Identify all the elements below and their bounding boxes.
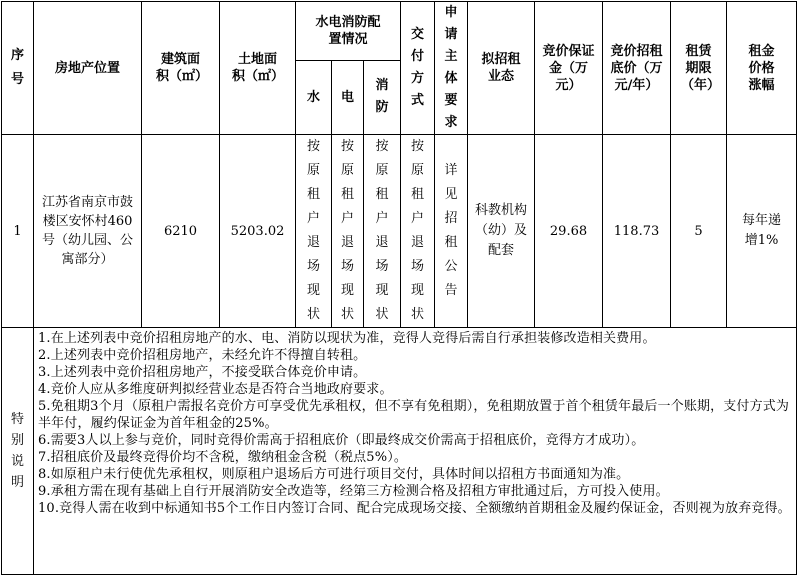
table-row <box>2 135 797 328</box>
header-deposit: 竞价保证金（万元） <box>535 2 603 135</box>
header-lease-term: 租赁期限（年） <box>671 2 727 135</box>
note-item: 5.免租期3个月（原租户需报名竞价方可享受优先承租权，但不享有免租期），免租期放置于首个租赁年最后一个账期，支付方式为半年付，履约保证金为首年租金的25%。 <box>38 399 790 431</box>
note-item: 3.上述列表中竞价招租房地产，不接受联合体竞价申请。 <box>38 365 367 380</box>
cell-floor-price: 118.73 <box>603 135 671 328</box>
cell-lease-term: 5 <box>671 135 727 328</box>
header-build-area: 建筑面积（㎡） <box>142 2 220 135</box>
header-seq: 序号 <box>2 2 34 135</box>
header-floor-price: 竞价招租底价（万元/年） <box>603 2 671 135</box>
note-item: 1.在上述列表中竞价招租房地产的水、电、消防以现状为准，竞得人竞得后需自行承担装修改造相关费用。 <box>38 331 656 346</box>
note-item: 4.竞价人应从多维度研判拟经营业态是否符合当地政府要求。 <box>38 382 393 397</box>
header-electric: 电 <box>332 60 364 134</box>
cell-fire: 按原租户退场现状 <box>364 135 401 328</box>
header-applicant: 申请主体要求 <box>435 2 468 135</box>
header-rent-increase: 租金价格涨幅 <box>727 2 797 135</box>
header-utilities: 水电消防配置情况 <box>296 2 401 61</box>
property-table <box>1 1 797 575</box>
notes-label: 特别说明 <box>2 328 34 575</box>
header-row-top <box>2 2 797 61</box>
cell-water: 按原租户退场现状 <box>296 135 332 328</box>
note-item: 9.承租方需在现有基础上自行开展消防安全改造等，经第三方检测合格及招租方审批通过后，方可投入使用。 <box>38 484 669 499</box>
cell-applicant: 详见招租公告 <box>435 135 468 328</box>
note-item: 7.招租底价及最终竞得价均不含税，缴纳租金含税（税点5%）。 <box>38 450 408 465</box>
header-water: 水 <box>296 60 332 134</box>
cell-land-area: 5203.02 <box>220 135 296 328</box>
notes-list <box>34 328 797 575</box>
header-delivery: 交付方式 <box>401 2 435 135</box>
header-fire: 消防 <box>364 60 401 134</box>
cell-delivery: 按原租户退场现状 <box>401 135 435 328</box>
header-location: 房地产位置 <box>34 2 142 135</box>
cell-location: 江苏省南京市鼓楼区安怀村460号（幼儿园、公寓部分） <box>34 135 142 328</box>
header-land-area: 土地面积（㎡） <box>220 2 296 135</box>
cell-deposit: 29.68 <box>535 135 603 328</box>
note-item: 10.竞得人需在收到中标通知书5个工作日内签订合同、配合完成现场交接、全额缴纳首期租金及履约保证金，否则视为放弃竞得。 <box>38 501 791 516</box>
cell-seq: 1 <box>2 135 34 328</box>
cell-electric: 按原租户退场现状 <box>332 135 364 328</box>
cell-build-area: 6210 <box>142 135 220 328</box>
cell-business: 科教机构（幼）及配套 <box>468 135 535 328</box>
header-business: 拟招租业态 <box>468 2 535 135</box>
note-item: 2.上述列表中竞价招租房地产，未经允许不得擅自转租。 <box>38 348 367 363</box>
note-item: 8.如原租户未行使优先承租权，则原租户退场后方可进行项目交付，具体时间以招租方书面通知为准。 <box>38 467 630 482</box>
notes-row <box>2 328 797 575</box>
cell-rent-increase: 每年递增1% <box>727 135 797 328</box>
note-item: 6.需要3人以上参与竞价，同时竞得价需高于招租底价（即最终成交价需高于招租底价，竞得方才成功）。 <box>38 433 645 448</box>
